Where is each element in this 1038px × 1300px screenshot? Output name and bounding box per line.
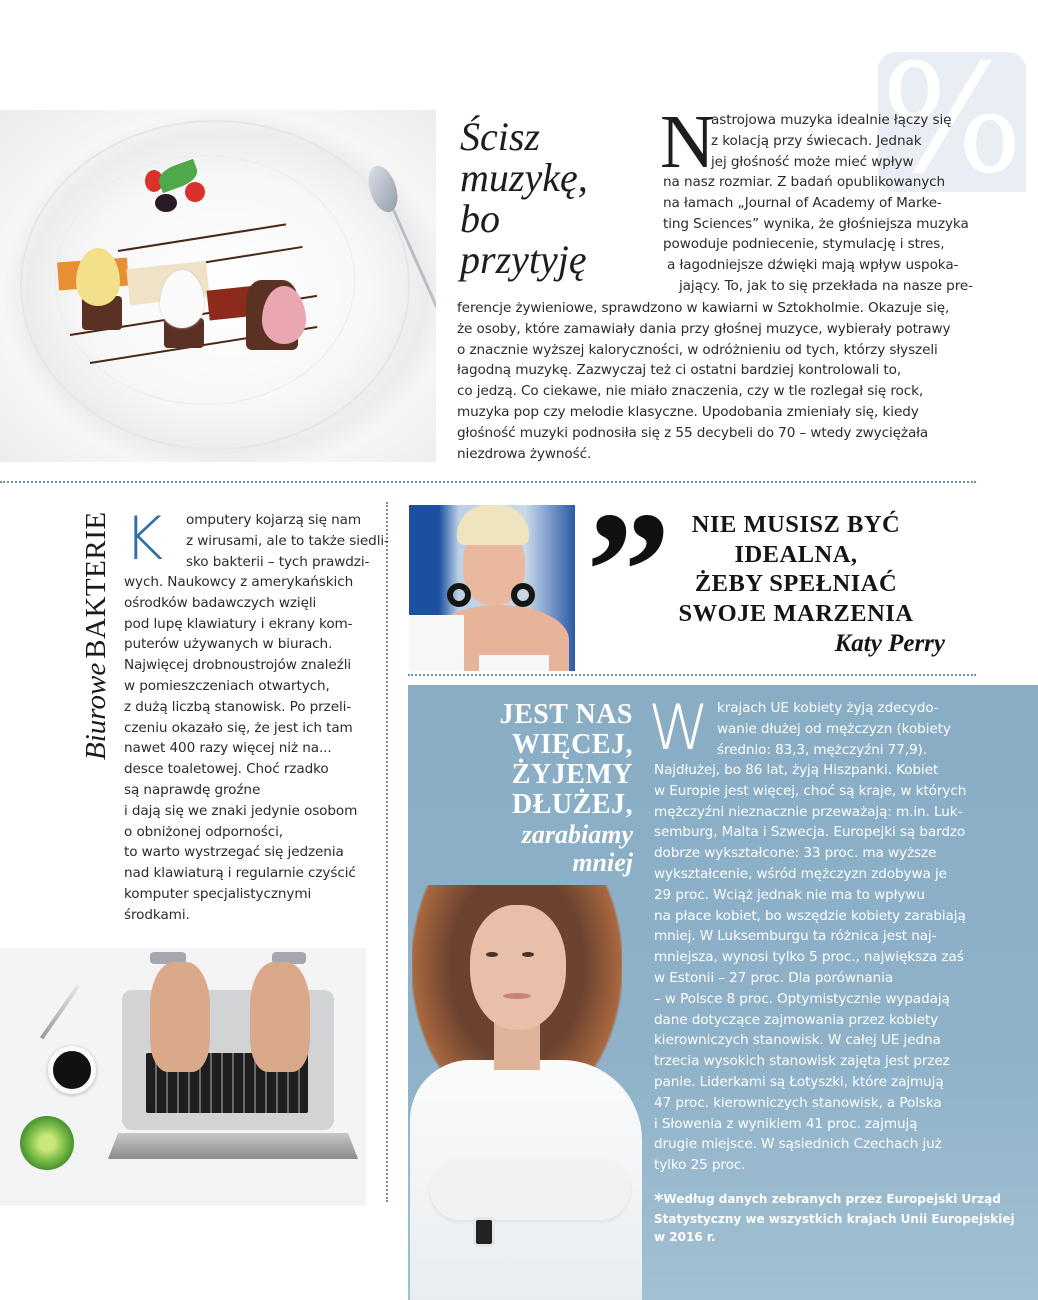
pull-quote xyxy=(662,510,930,628)
article-subtitle-women xyxy=(470,821,633,877)
text-line: mniejsza, wynosi tylko 5 proc., największa zaś xyxy=(654,949,964,966)
smartwatch xyxy=(473,1217,495,1247)
raspberry xyxy=(185,182,205,202)
heading-line: ŻYJEMY xyxy=(511,759,633,790)
dropcap-k: K xyxy=(124,504,164,574)
text-line: w Europie jest więcej, choć są kraje, w których xyxy=(654,782,967,799)
blackberry xyxy=(155,194,177,212)
katy-perry-photo xyxy=(409,505,575,671)
text-line: z kolacją przy świecach. Jednak xyxy=(711,132,922,149)
text-line: panie. Liderkami są Łotyszki, które zajmują xyxy=(654,1073,944,1090)
text-line: krajach UE kobiety żyją zdecydo- xyxy=(717,700,939,716)
text-line: komputer specjalistycznymi xyxy=(124,885,312,902)
heading-line: zarabiamy xyxy=(521,820,633,849)
text-line: jej głośność może mieć wpływ xyxy=(711,153,914,170)
text-line: w Estonii – 27 proc. Dla porównania xyxy=(654,969,894,986)
footnote-line: Statystyczny we wszystkich krajach Unii Europejskiej xyxy=(654,1212,1015,1226)
text-line: czeniu okazało się, że jest ich tam xyxy=(124,719,353,736)
text-line: mniej. W Luksemburgu ta różnica jest naj- xyxy=(654,928,937,945)
earring-left xyxy=(447,583,471,607)
heading-line: JEST NAS xyxy=(499,699,633,730)
laptop-screen xyxy=(108,1133,358,1159)
earring-right xyxy=(511,583,535,607)
footnote-line: w 2016 r. xyxy=(654,1230,716,1244)
eye-left xyxy=(486,952,498,957)
text-line: niezdrowa żywność. xyxy=(457,445,592,462)
text-line: mężczyźni nieznacznie przeważają: m.in. Luk- xyxy=(654,803,963,820)
eye-right xyxy=(522,952,534,957)
article-title-music xyxy=(460,116,640,280)
text-line: na łamach „Journal of Academy of Marke- xyxy=(663,194,942,211)
footnote-asterisk: * xyxy=(654,1190,664,1211)
title-line: przytyję xyxy=(460,237,587,282)
quote-line: NIE MUSISZ BYĆ xyxy=(691,511,901,538)
laptop-photo xyxy=(0,948,366,1206)
pen xyxy=(40,985,80,1040)
women-body xyxy=(654,760,984,1176)
text-line: i Słowenia z wynikiem 41 proc. zajmują xyxy=(654,1115,918,1132)
text-line: dane dotyczące zajmowania przez kobiety xyxy=(654,1011,939,1028)
hand-right xyxy=(250,962,310,1072)
text-line: 47 proc. kierowniczych stanowisk, a Polska xyxy=(654,1094,942,1111)
text-line: astrojowa muzyka idealnie łączy się xyxy=(711,112,952,128)
heading-line: WIĘCEJ, xyxy=(512,729,633,760)
article-title-bacteria xyxy=(80,511,113,760)
text-line: jający. To, jak to się przekłada na nasze pre- xyxy=(679,277,973,294)
text-line: Najwięcej drobnoustrojów znaleźli xyxy=(124,657,352,674)
dotted-divider-horizontal xyxy=(408,674,976,676)
dropcap-n: N xyxy=(660,100,715,184)
text-line: wykształcenie, wśród mężczyzn zdobywa je xyxy=(654,865,947,882)
text-line: powoduje podniecenie, stymulację i stres, xyxy=(663,236,945,253)
title-line: bo xyxy=(460,196,500,241)
text-line: wych. Naukowcy z amerykańskich xyxy=(124,574,354,590)
women-body-intro xyxy=(717,698,979,760)
text-line: że osoby, które zamawiały dania przy głośnej muzyce, wybierały potrawy xyxy=(457,320,951,337)
text-line: i dają się we znaki jedynie osobom xyxy=(124,802,358,819)
heading-line: mniej xyxy=(572,848,633,877)
text-line: – w Polsce 8 proc. Optymistycznie wypadają xyxy=(654,990,950,1007)
dotted-divider-horizontal xyxy=(0,481,976,483)
text-line: 29 proc. Wciąż jednak nie ma to wpływu xyxy=(654,886,925,903)
text-line: środkami. xyxy=(124,906,190,923)
quote-author: Katy Perry xyxy=(834,630,945,657)
title-line: muzykę, xyxy=(460,155,588,200)
text-line: w pomieszczeniach otwartych, xyxy=(124,677,330,694)
text-line: ting Sciences” wynika, że głośniejsza muzyka xyxy=(663,215,969,232)
text-line: semburg, Malta i Szwecja. Europejki są bardzo xyxy=(654,824,966,841)
heading-line: DŁUŻEJ, xyxy=(512,789,633,820)
music-body-full xyxy=(457,298,987,464)
title-caps: BAKTERIE xyxy=(80,511,112,659)
text-line: o obniżonej odporności, xyxy=(124,823,284,840)
title-line: Ścisz xyxy=(460,114,540,159)
text-line: Najdłużej, bo 86 lat, żyją Hiszpanki. Kobiet xyxy=(654,762,939,778)
article-title-women xyxy=(488,700,633,820)
text-line: nawet 400 razy więcej niż na... xyxy=(124,740,332,757)
succulent-plant xyxy=(20,1116,74,1170)
text-line: o znacznie wyższej kaloryczności, w odróżnieniu od tych, którzy słyszeli xyxy=(457,341,938,358)
footnote xyxy=(654,1190,1015,1246)
text-line: ośrodków badawczych wzięli xyxy=(124,594,317,611)
text-line: pod lupę klawiatury i ekrany kom- xyxy=(124,615,353,632)
quote-line: ŻEBY SPEŁNIAĆ xyxy=(694,570,898,597)
text-line: wanie dłużej od mężczyzn (kobiety xyxy=(717,720,951,737)
music-body-middle xyxy=(663,172,983,297)
text-line: drugie miejsce. W sąsiednich Czechach już xyxy=(654,1136,942,1153)
text-line: puterów używanych w biurach. xyxy=(124,636,333,653)
text-line: co jedzą. Co ciekawe, nie miało znaczenia, czy w tle rozlegał się rock, xyxy=(457,383,924,400)
text-line: są naprawdę groźne xyxy=(124,781,261,798)
text-line: głośność muzyki podnosiła się z 55 decybeli do 70 – wtedy zwyciężała xyxy=(457,424,929,441)
text-line: tylko 25 proc. xyxy=(654,1157,746,1174)
text-line: desce toaletowej. Choć rzadko xyxy=(124,761,329,778)
hair xyxy=(457,505,529,545)
lips xyxy=(503,993,531,999)
text-line: trzecia wysokich stanowisk zajęta jest przez xyxy=(654,1053,950,1070)
hand-left xyxy=(150,962,210,1072)
text-line: a łagodniejsze dźwięki mają wpływ uspoka- xyxy=(667,257,959,274)
text-line: sko bakterii – tych prawdzi- xyxy=(186,553,370,570)
coffee-cup xyxy=(48,1046,96,1094)
text-line: omputery kojarzą się nam xyxy=(186,512,361,528)
bacteria-body-intro xyxy=(186,510,389,572)
dessert-photo xyxy=(0,110,436,462)
text-line: na płace kobiet, bo wszędzie kobiety zarabiają xyxy=(654,907,966,924)
dotted-divider-vertical xyxy=(386,502,388,1202)
text-line: to warto wystrzegać się jedzenia xyxy=(124,844,344,861)
text-line: ferencje żywieniowe, sprawdzono w kawiarni w Sztokholmie. Okazuje się, xyxy=(457,300,950,316)
text-line: kierowniczych stanowisk. W całej UE jedna xyxy=(654,1032,941,1049)
percent-icon: % xyxy=(880,33,1024,207)
text-line: średnio: 83,3, mężczyźni 77,9). xyxy=(717,741,927,758)
music-body-intro xyxy=(711,110,981,172)
crossed-arms xyxy=(430,1160,630,1220)
text-line: dobrze wykształcone: 33 proc. ma wyższe xyxy=(654,845,937,862)
quotation-mark-icon: ” xyxy=(586,477,671,665)
text-line: nad klawiaturą i regularnie czyścić xyxy=(124,865,356,882)
white-top xyxy=(409,615,464,671)
text-line: na nasz rozmiar. Z badań opublikowanych xyxy=(663,174,946,190)
quote-line: SWOJE MARZENIA xyxy=(678,599,914,627)
quote-line: IDEALNA, xyxy=(734,540,858,568)
title-italic: Biurowe xyxy=(80,662,112,760)
dropcap-w: W xyxy=(648,691,710,764)
text-line: z dużą liczbą stanowisk. Po przeli- xyxy=(124,698,352,715)
white-top xyxy=(479,655,549,671)
text-line: muzyka pop czy melodie klasyczne. Upodobania zmieniały się, kiedy xyxy=(457,403,919,420)
face xyxy=(470,905,566,1030)
bacteria-body xyxy=(124,572,374,926)
footnote-line: Według danych zebranych przez Europejski Urząd xyxy=(663,1192,1001,1206)
text-line: z wirusami, ale to także siedli- xyxy=(186,532,389,549)
text-line: łagodną muzykę. Zazwyczaj też ci ostatni bardziej kontrolowali to, xyxy=(457,362,902,379)
